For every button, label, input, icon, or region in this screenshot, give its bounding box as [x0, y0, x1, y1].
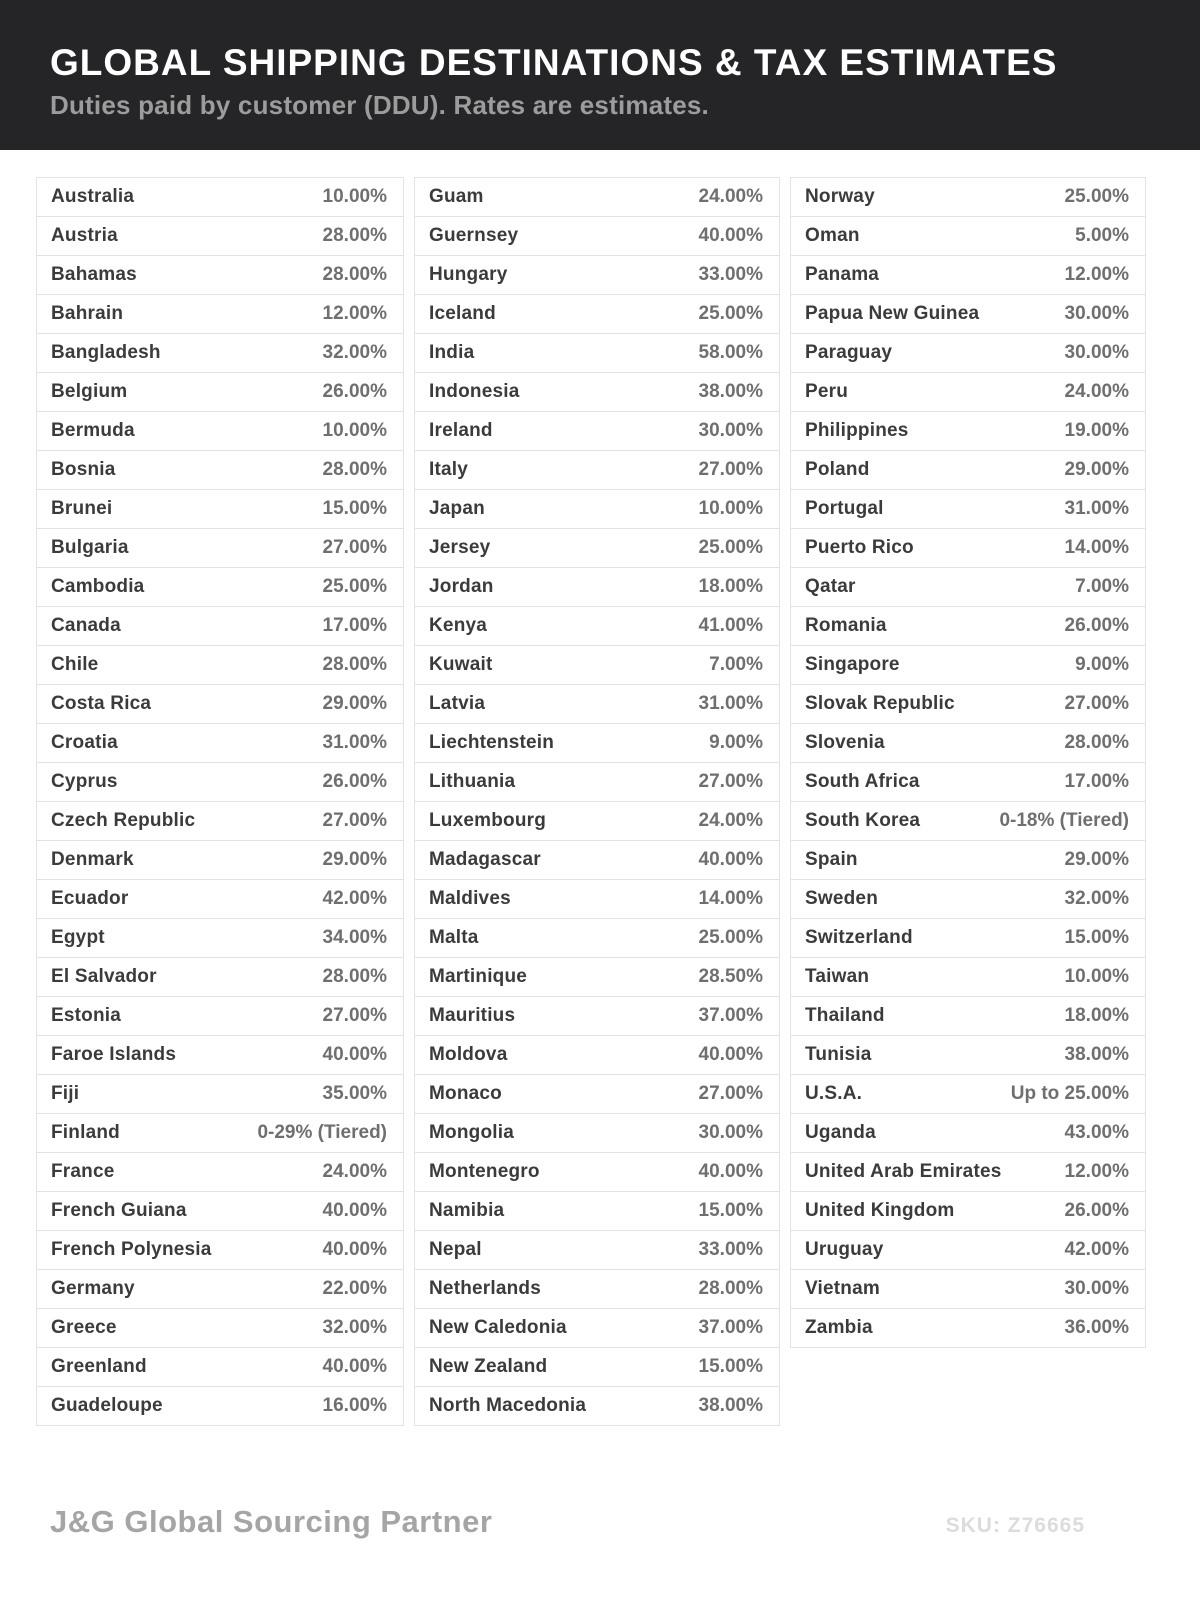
country-label: Oman	[805, 225, 860, 246]
table-row	[414, 411, 780, 451]
rate-value: 9.00%	[1075, 654, 1129, 675]
rate-value: 18.00%	[1064, 1005, 1129, 1026]
rate-value: 12.00%	[1064, 1161, 1129, 1182]
rate-value: 36.00%	[1064, 1317, 1129, 1338]
country-label: Canada	[51, 615, 121, 636]
country-label: Peru	[805, 381, 849, 402]
rate-value: 28.50%	[698, 966, 763, 987]
rate-value: 15.00%	[698, 1200, 763, 1221]
table-row	[36, 723, 404, 763]
rate-value: 29.00%	[322, 849, 387, 870]
table-row	[414, 1191, 780, 1231]
table-row	[36, 1113, 404, 1153]
rate-value: 15.00%	[322, 498, 387, 519]
brand-name: J&G Global Sourcing Partner	[50, 1504, 493, 1539]
rate-value: 27.00%	[698, 459, 763, 480]
country-label: Netherlands	[429, 1278, 542, 1299]
rate-value: 12.00%	[1064, 264, 1129, 285]
country-label: Bangladesh	[51, 342, 161, 363]
rate-value: 24.00%	[698, 810, 763, 831]
country-label: Bahamas	[51, 264, 137, 285]
rate-value: 38.00%	[698, 381, 763, 402]
table-row	[414, 996, 780, 1036]
table-row	[36, 372, 404, 412]
country-label: France	[51, 1161, 115, 1182]
country-label: Montenegro	[429, 1161, 540, 1182]
rate-value: 28.00%	[322, 966, 387, 987]
rate-value: 40.00%	[322, 1044, 387, 1065]
sku-label: SKU: Z76665	[945, 1514, 1085, 1537]
table-row	[36, 1386, 404, 1426]
rate-value: 29.00%	[322, 693, 387, 714]
country-label: Qatar	[805, 576, 856, 597]
country-label: Slovak Republic	[805, 693, 955, 714]
rate-value: 37.00%	[698, 1005, 763, 1026]
country-label: Bahrain	[51, 303, 124, 324]
rate-value: 25.00%	[698, 303, 763, 324]
table-row	[790, 177, 1146, 217]
table-row	[414, 840, 780, 880]
country-label: Uruguay	[805, 1239, 884, 1260]
table-row	[414, 567, 780, 607]
country-label: Guernsey	[429, 225, 519, 246]
rate-value: 31.00%	[322, 732, 387, 753]
table-row	[36, 645, 404, 685]
country-label: Philippines	[805, 420, 909, 441]
table-row	[414, 1308, 780, 1348]
table-row	[414, 762, 780, 802]
rate-value: 38.00%	[1064, 1044, 1129, 1065]
rate-value: 28.00%	[322, 459, 387, 480]
country-label: United Kingdom	[805, 1200, 955, 1221]
table-row	[36, 801, 404, 841]
rate-value: 17.00%	[322, 615, 387, 636]
table-row	[790, 1230, 1146, 1270]
table-row	[36, 996, 404, 1036]
table-row	[36, 1269, 404, 1309]
rate-value: 14.00%	[1064, 537, 1129, 558]
table-row	[414, 684, 780, 724]
table-row	[414, 489, 780, 529]
country-label: Mauritius	[429, 1005, 516, 1026]
table-row	[36, 489, 404, 529]
country-label: Faroe Islands	[51, 1044, 177, 1065]
table-row	[790, 1074, 1146, 1114]
rate-value: 15.00%	[1064, 927, 1129, 948]
country-label: Czech Republic	[51, 810, 196, 831]
country-label: Slovenia	[805, 732, 885, 753]
table-row	[36, 567, 404, 607]
rate-value: 42.00%	[1064, 1239, 1129, 1260]
rate-value: 27.00%	[1064, 693, 1129, 714]
table-row	[36, 1191, 404, 1231]
country-label: New Caledonia	[429, 1317, 567, 1338]
table-row	[790, 372, 1146, 412]
country-label: Estonia	[51, 1005, 122, 1026]
rate-value: 41.00%	[698, 615, 763, 636]
rate-value: 25.00%	[698, 927, 763, 948]
rates-column-3	[790, 177, 1146, 1348]
rate-value: 30.00%	[698, 420, 763, 441]
country-label: Italy	[429, 459, 469, 480]
table-row	[414, 177, 780, 217]
table-row	[790, 528, 1146, 568]
country-label: Greece	[51, 1317, 117, 1338]
table-row	[414, 528, 780, 568]
table-row	[36, 528, 404, 568]
rate-value: 40.00%	[698, 1044, 763, 1065]
country-label: Austria	[51, 225, 118, 246]
rate-value: 24.00%	[1064, 381, 1129, 402]
rate-value: 28.00%	[322, 654, 387, 675]
table-row	[36, 1035, 404, 1075]
country-label: Monaco	[429, 1083, 502, 1104]
country-label: Norway	[805, 186, 875, 207]
table-row	[414, 1230, 780, 1270]
country-label: Belgium	[51, 381, 128, 402]
table-row	[36, 762, 404, 802]
table-row	[414, 1074, 780, 1114]
country-label: Guam	[429, 186, 484, 207]
country-label: French Polynesia	[51, 1239, 212, 1260]
table-row	[36, 1074, 404, 1114]
rate-value: 30.00%	[1064, 1278, 1129, 1299]
country-label: Nepal	[429, 1239, 482, 1260]
table-row	[790, 1191, 1146, 1231]
table-row	[790, 216, 1146, 256]
table-row	[790, 1152, 1146, 1192]
rate-value: 27.00%	[322, 537, 387, 558]
country-label: Singapore	[805, 654, 900, 675]
country-label: Hungary	[429, 264, 508, 285]
table-row	[414, 957, 780, 997]
table-row	[36, 684, 404, 724]
country-label: Spain	[805, 849, 858, 870]
table-row	[414, 216, 780, 256]
country-label: Martinique	[429, 966, 528, 987]
country-label: Vietnam	[805, 1278, 880, 1299]
table-row	[790, 333, 1146, 373]
table-row	[36, 1152, 404, 1192]
rate-value: 27.00%	[698, 771, 763, 792]
rate-value: 25.00%	[1064, 186, 1129, 207]
rate-value: 28.00%	[698, 1278, 763, 1299]
country-label: Zambia	[805, 1317, 873, 1338]
table-row	[36, 177, 404, 217]
rate-value: 26.00%	[322, 771, 387, 792]
country-label: Fiji	[51, 1083, 80, 1104]
country-label: Cyprus	[51, 771, 118, 792]
rate-value: 28.00%	[322, 225, 387, 246]
rate-value: 18.00%	[698, 576, 763, 597]
table-row	[414, 294, 780, 334]
rate-value: 40.00%	[698, 225, 763, 246]
rate-value: 30.00%	[1064, 303, 1129, 324]
rate-value: 5.00%	[1075, 225, 1129, 246]
rate-value: 17.00%	[1064, 771, 1129, 792]
rate-value: 24.00%	[322, 1161, 387, 1182]
rate-value: 42.00%	[322, 888, 387, 909]
country-label: India	[429, 342, 475, 363]
country-label: Liechtenstein	[429, 732, 555, 753]
country-label: Papua New Guinea	[805, 303, 980, 324]
rate-value: 40.00%	[322, 1200, 387, 1221]
table-row	[36, 411, 404, 451]
rate-value: 32.00%	[322, 1317, 387, 1338]
table-row	[414, 1269, 780, 1309]
table-row	[790, 762, 1146, 802]
rate-value: 29.00%	[1064, 849, 1129, 870]
country-label: Greenland	[51, 1356, 147, 1377]
country-label: Guadeloupe	[51, 1395, 163, 1416]
table-row	[414, 1113, 780, 1153]
rate-value: 26.00%	[1064, 1200, 1129, 1221]
country-label: Ecuador	[51, 888, 129, 909]
rate-value: 14.00%	[698, 888, 763, 909]
rate-value: 40.00%	[322, 1239, 387, 1260]
table-row	[790, 996, 1146, 1036]
country-label: Portugal	[805, 498, 884, 519]
table-row	[790, 840, 1146, 880]
rate-value: 30.00%	[1064, 342, 1129, 363]
rate-value: 10.00%	[322, 420, 387, 441]
rate-value: 0-18% (Tiered)	[999, 810, 1129, 831]
table-row	[414, 801, 780, 841]
rate-value: 27.00%	[322, 1005, 387, 1026]
rate-value: 12.00%	[322, 303, 387, 324]
rate-value: 34.00%	[322, 927, 387, 948]
country-label: Japan	[429, 498, 485, 519]
table-row	[414, 1386, 780, 1426]
table-row	[790, 294, 1146, 334]
rate-value: 31.00%	[698, 693, 763, 714]
table-row	[790, 567, 1146, 607]
rate-value: 58.00%	[698, 342, 763, 363]
table-row	[790, 879, 1146, 919]
table-row	[414, 879, 780, 919]
rates-column-1	[36, 177, 404, 1426]
country-label: Cambodia	[51, 576, 145, 597]
rate-value: 30.00%	[698, 1122, 763, 1143]
table-row	[414, 1347, 780, 1387]
table-row	[36, 450, 404, 490]
rate-value: 38.00%	[698, 1395, 763, 1416]
rate-value: 28.00%	[1064, 732, 1129, 753]
country-label: Chile	[51, 654, 99, 675]
rate-value: 32.00%	[1064, 888, 1129, 909]
country-label: Thailand	[805, 1005, 885, 1026]
rate-value: 28.00%	[322, 264, 387, 285]
rate-value: 32.00%	[322, 342, 387, 363]
table-row	[790, 1269, 1146, 1309]
table-row	[414, 333, 780, 373]
table-row	[790, 918, 1146, 958]
table-row	[790, 801, 1146, 841]
country-label: Kuwait	[429, 654, 493, 675]
table-row	[790, 1308, 1146, 1348]
country-label: United Arab Emirates	[805, 1161, 1002, 1182]
country-label: U.S.A.	[805, 1083, 863, 1104]
rate-value: 22.00%	[322, 1278, 387, 1299]
rate-value: 25.00%	[698, 537, 763, 558]
table-row	[790, 489, 1146, 529]
table-row	[36, 1308, 404, 1348]
table-row	[36, 606, 404, 646]
country-label: Latvia	[429, 693, 486, 714]
country-label: South Africa	[805, 771, 920, 792]
country-label: Costa Rica	[51, 693, 152, 714]
country-label: Brunei	[51, 498, 113, 519]
table-row	[414, 918, 780, 958]
rate-value: 40.00%	[698, 849, 763, 870]
country-label: Croatia	[51, 732, 118, 753]
country-label: Iceland	[429, 303, 496, 324]
country-label: Poland	[805, 459, 870, 480]
country-label: Kenya	[429, 615, 488, 636]
table-row	[36, 840, 404, 880]
rate-value: 26.00%	[1064, 615, 1129, 636]
table-row	[36, 1230, 404, 1270]
table-row	[414, 255, 780, 295]
country-label: Bermuda	[51, 420, 135, 441]
table-row	[790, 957, 1146, 997]
country-label: South Korea	[805, 810, 921, 831]
table-row	[414, 1152, 780, 1192]
country-label: Jordan	[429, 576, 494, 597]
country-label: Indonesia	[429, 381, 520, 402]
table-row	[36, 918, 404, 958]
rate-value: 33.00%	[698, 1239, 763, 1260]
table-row	[414, 606, 780, 646]
country-label: Egypt	[51, 927, 105, 948]
country-label: Switzerland	[805, 927, 913, 948]
rate-value: 26.00%	[322, 381, 387, 402]
header-banner	[0, 0, 1200, 150]
rate-value: 10.00%	[322, 186, 387, 207]
rate-value: 40.00%	[698, 1161, 763, 1182]
country-label: Madagascar	[429, 849, 541, 870]
rate-value: 43.00%	[1064, 1122, 1129, 1143]
table-row	[36, 1347, 404, 1387]
table-row	[36, 957, 404, 997]
rate-value: 10.00%	[1064, 966, 1129, 987]
country-label: Moldova	[429, 1044, 508, 1065]
rate-value: 33.00%	[698, 264, 763, 285]
country-label: Tunisia	[805, 1044, 872, 1065]
country-label: Romania	[805, 615, 887, 636]
page-subtitle: Duties paid by customer (DDU). Rates are estimates.	[50, 90, 709, 120]
country-label: Malta	[429, 927, 479, 948]
rate-value: 37.00%	[698, 1317, 763, 1338]
rate-value: 25.00%	[322, 576, 387, 597]
country-label: Germany	[51, 1278, 135, 1299]
rate-value: 0-29% (Tiered)	[257, 1122, 387, 1143]
rate-value: 24.00%	[698, 186, 763, 207]
table-row	[790, 450, 1146, 490]
country-label: Maldives	[429, 888, 511, 909]
country-label: Denmark	[51, 849, 134, 870]
country-label: Puerto Rico	[805, 537, 914, 558]
table-row	[790, 1113, 1146, 1153]
table-row	[36, 216, 404, 256]
country-label: Uganda	[805, 1122, 876, 1143]
rate-value: 40.00%	[322, 1356, 387, 1377]
rate-value: 27.00%	[322, 810, 387, 831]
table-row	[790, 1035, 1146, 1075]
country-label: North Macedonia	[429, 1395, 587, 1416]
rates-table	[36, 177, 1146, 1426]
rate-value: 29.00%	[1064, 459, 1129, 480]
table-row	[414, 723, 780, 763]
country-label: Paraguay	[805, 342, 893, 363]
country-label: Bulgaria	[51, 537, 129, 558]
table-row	[414, 450, 780, 490]
table-row	[36, 879, 404, 919]
country-label: Taiwan	[805, 966, 870, 987]
country-label: Ireland	[429, 420, 493, 441]
country-label: Lithuania	[429, 771, 516, 792]
rate-value: 35.00%	[322, 1083, 387, 1104]
rate-value: Up to 25.00%	[1010, 1083, 1129, 1104]
rate-value: 7.00%	[1075, 576, 1129, 597]
country-label: Sweden	[805, 888, 878, 909]
country-label: Jersey	[429, 537, 491, 558]
rate-value: 9.00%	[709, 732, 763, 753]
rate-value: 19.00%	[1064, 420, 1129, 441]
table-row	[414, 645, 780, 685]
country-label: Namibia	[429, 1200, 505, 1221]
table-row	[790, 723, 1146, 763]
country-label: Luxembourg	[429, 810, 547, 831]
rates-column-2	[414, 177, 780, 1426]
country-label: Bosnia	[51, 459, 116, 480]
country-label: New Zealand	[429, 1356, 548, 1377]
table-row	[36, 333, 404, 373]
country-label: Finland	[51, 1122, 120, 1143]
rate-value: 10.00%	[698, 498, 763, 519]
country-label: French Guiana	[51, 1200, 187, 1221]
country-label: Mongolia	[429, 1122, 514, 1143]
table-row	[790, 411, 1146, 451]
table-row	[790, 606, 1146, 646]
table-row	[790, 645, 1146, 685]
country-label: Australia	[51, 186, 135, 207]
rate-value: 7.00%	[709, 654, 763, 675]
table-row	[414, 1035, 780, 1075]
rate-value: 31.00%	[1064, 498, 1129, 519]
rate-value: 16.00%	[322, 1395, 387, 1416]
rate-value: 15.00%	[698, 1356, 763, 1377]
page-title: GLOBAL SHIPPING DESTINATIONS & TAX ESTIMATES	[50, 42, 1058, 83]
rate-value: 27.00%	[698, 1083, 763, 1104]
table-row	[790, 255, 1146, 295]
table-row	[790, 684, 1146, 724]
table-row	[414, 372, 780, 412]
table-row	[36, 294, 404, 334]
country-label: El Salvador	[51, 966, 157, 987]
table-row	[36, 255, 404, 295]
country-label: Panama	[805, 264, 880, 285]
footer	[0, 1504, 1200, 1540]
